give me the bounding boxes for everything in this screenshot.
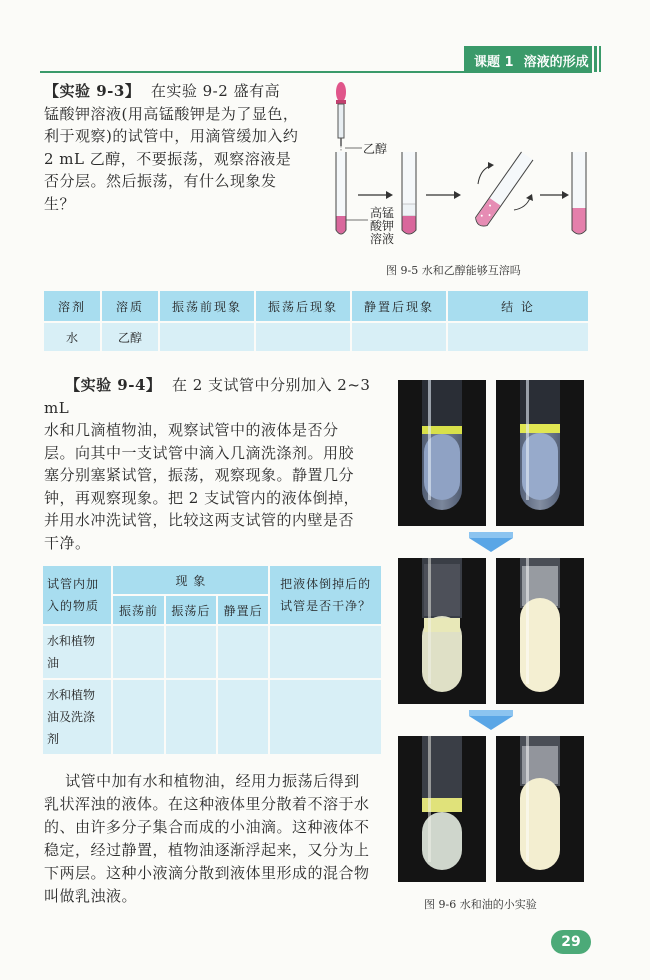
cell-empty xyxy=(165,625,217,679)
arrow-right-icon xyxy=(358,191,393,199)
test-tube-3-shaking xyxy=(473,152,533,229)
cell-empty xyxy=(112,625,164,679)
text-line: 锰酸钾溶液(用高锰酸钾是为了显色， xyxy=(44,104,299,123)
header-line: 入的物质 xyxy=(47,599,100,613)
text-line: 稳定，经过静置，植物油逐渐浮起来，又分为上 xyxy=(44,841,370,859)
header-after-shaking: 振荡后现象 xyxy=(256,291,352,321)
header-solvent: 溶剂 xyxy=(44,291,102,321)
row-label-line: 水和植物 xyxy=(47,688,96,702)
photo-tube-oil-water-detergent-after-standing xyxy=(496,736,584,882)
table-row xyxy=(44,321,590,351)
text-line: 塞分别塞紧试管，振荡，观察现象。静置几分 xyxy=(44,466,355,484)
row-label-line: 水和植物 xyxy=(47,634,96,648)
photo-tube-oil-water-detergent-after-shaking xyxy=(496,558,584,704)
label-line: 酸钾 xyxy=(370,219,395,233)
figure-9-6-caption: 图 9-6 水和油的小实验 xyxy=(424,898,537,911)
text-line: 叫做乳浊液。 xyxy=(44,887,138,905)
text-line: 并用水冲洗试管，比较这两支试管的内壁是否 xyxy=(44,511,355,529)
label-permanganate-solution xyxy=(370,207,394,246)
text-line: 水和几滴植物油，观察试管中的液体是否分 xyxy=(44,421,339,439)
text-line: 利于观察)的试管中，用滴管缓加入约 xyxy=(44,127,299,145)
row-label-line: 剂 xyxy=(47,732,60,746)
header-title xyxy=(474,51,589,70)
experiment-label: 【实验 9-3】 xyxy=(44,82,141,100)
label-line: 高锰 xyxy=(370,206,395,220)
test-tube-1 xyxy=(336,152,346,234)
row-label-line: 油及洗涤 xyxy=(47,710,96,724)
lesson-number: 课题 1 xyxy=(474,55,514,70)
text-line: 干净。 xyxy=(44,533,91,552)
text-line: 试管中加有水和植物油，经用力振荡后得到 xyxy=(65,772,360,790)
photo-tube-oil-water-after-shaking xyxy=(398,558,486,704)
header-before-shaking: 振荡前现象 xyxy=(160,291,256,321)
text-line: 生？ xyxy=(44,194,76,213)
experiment-9-3-table xyxy=(44,291,590,351)
header-line: 试管是否干净？ xyxy=(280,599,372,613)
cell-empty xyxy=(352,321,448,351)
header-tube-clean xyxy=(269,565,382,625)
subheader-after-shaking: 振荡后 xyxy=(165,595,217,625)
header-stripe xyxy=(599,46,601,72)
table-header-row xyxy=(44,291,590,321)
header-conclusion: 结 论 xyxy=(448,291,590,321)
experiment-9-3-text xyxy=(44,80,334,215)
table-row xyxy=(42,625,382,679)
text-line: 层。向其中一支试管中滴入几滴洗涤剂。用胶 xyxy=(44,443,355,462)
dropper-icon xyxy=(336,82,346,152)
experiment-9-4-table xyxy=(42,565,382,755)
experiment-9-4-text xyxy=(44,374,384,554)
cell-solvent: 水 xyxy=(44,321,102,351)
photo-tube-oil-water-after-standing xyxy=(398,736,486,882)
test-tube-2 xyxy=(402,152,416,234)
cell-empty xyxy=(256,321,352,351)
emulsion-body-text xyxy=(44,770,384,908)
cell-empty xyxy=(165,679,217,755)
cell-empty xyxy=(269,625,382,679)
header-after-standing: 静置后现象 xyxy=(352,291,448,321)
page-number: 29 xyxy=(551,930,591,954)
cell-empty xyxy=(112,679,164,755)
row-label xyxy=(42,625,112,679)
cell-empty xyxy=(217,625,269,679)
experiment-label: 【实验 9-4】 xyxy=(65,376,162,394)
test-tube-4 xyxy=(572,152,586,234)
label-ethanol: 乙醇 xyxy=(363,142,388,156)
header-phenomenon: 现 象 xyxy=(112,565,269,595)
cell-empty xyxy=(160,321,256,351)
text-line: 在 2 支试管中分别加入 2~3 mL xyxy=(44,376,371,417)
header-line: 把液体倒掉后的 xyxy=(280,577,372,591)
table-row xyxy=(42,679,382,755)
subheader-after-standing: 静置后 xyxy=(217,595,269,625)
header-stripe xyxy=(594,46,597,72)
text-line: 钟，再观察现象。把 2 支试管内的液体倒掉， xyxy=(44,488,360,507)
text-line: 乳状浑浊的液体。在这种液体里分散着不溶于水 xyxy=(44,795,370,813)
header-rule xyxy=(40,71,592,73)
photo-tube-oil-water-before xyxy=(398,380,486,526)
text-line: 2 mL 乙醇，不要振荡，观察溶液是 xyxy=(44,149,292,168)
arrow-right-icon xyxy=(426,191,461,199)
arrow-right-icon xyxy=(540,191,569,199)
subheader-before-shaking: 振荡前 xyxy=(112,595,164,625)
header-substances xyxy=(42,565,112,625)
cell-empty xyxy=(269,679,382,755)
text-line: 的、由许多分子集合而成的小油滴。这种液体不 xyxy=(44,818,370,836)
photo-tube-oil-water-detergent-before xyxy=(496,380,584,526)
text-line: 在实验 9-2 盛有高 xyxy=(150,82,281,100)
header-solute: 溶质 xyxy=(102,291,160,321)
cell-empty xyxy=(217,679,269,755)
row-label xyxy=(42,679,112,755)
text-line: 下两层。这种小液滴分散到液体里形成的混合物 xyxy=(44,864,370,882)
figure-9-5-caption: 图 9-5 水和乙醇能够互溶吗 xyxy=(386,264,521,277)
row-label-line: 油 xyxy=(47,656,60,670)
arrow-down-icon xyxy=(469,538,513,552)
cell-empty xyxy=(448,321,590,351)
table-header-row xyxy=(42,565,382,595)
header-line: 试管内加 xyxy=(47,577,100,591)
text-line: 否分层。然后振荡，有什么现象发 xyxy=(44,172,277,190)
lesson-title: 溶液的形成 xyxy=(523,55,589,70)
label-line: 溶液 xyxy=(370,232,395,246)
arrow-down-icon xyxy=(469,716,513,730)
cell-solute: 乙醇 xyxy=(102,321,160,351)
